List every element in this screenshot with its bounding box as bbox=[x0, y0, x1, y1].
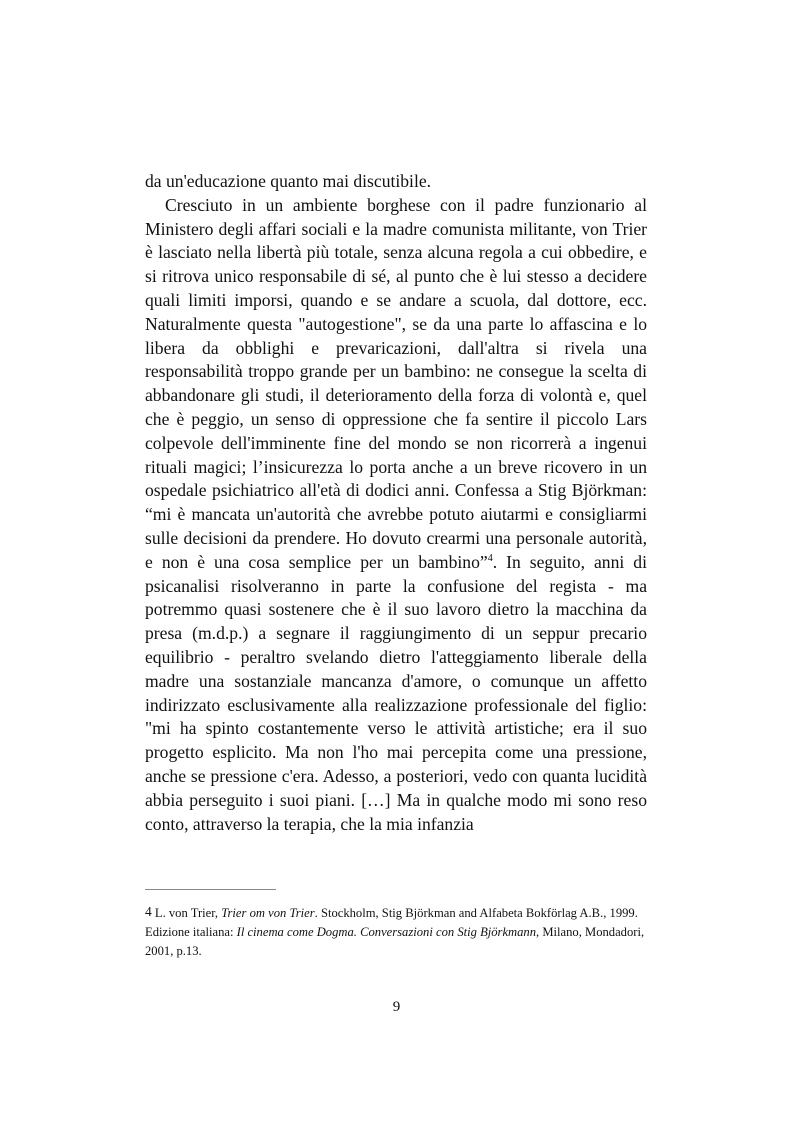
footnote bbox=[145, 902, 650, 961]
page-number: 9 bbox=[392, 999, 401, 1015]
paragraph-text-part-1: Cresciuto in un ambiente borghese con il padre funzionario al Ministero degli affari sociali e la madre comunista militante, von Trier è lasciato nella libertà più totale, senza alcuna regola a cui obbedire, e si ritrova unico responsabile di sé, al punto che è lui stesso a decidere quali limiti imporsi, quando e se andare a scuola, dal dottore, ecc. Naturalmente questa "autogestione", se da una parte lo affascina e lo libera da obblighi e prevaricazioni, dall'altra si rivela una responsabilità troppo grande per un bambino: ne consegue la scelta di abbandonare gli studi, il deterioramento della forza di volontà e, quel che è peggio, un senso di oppressione che fa sentire il piccolo Lars colpevole dell'imminente fine del mondo se non ricorrerà a ingenui rituali magici; l’insicurezza lo porta anche a un breve ricovero in un ospedale psichiatrico all'età di dodici anni. Confessa a Stig Björkman: “mi è mancata un'autorità che avrebbe potuto aiutarmi e consigliarmi sulle decisioni da prendere. Ho dovuto crearmi una personale autorità, e non è una cosa semplice per un bambino” bbox=[145, 194, 647, 572]
footnote-separator bbox=[145, 889, 276, 890]
paragraph-main bbox=[145, 194, 647, 837]
footnote-number: 4 bbox=[145, 904, 152, 919]
footnote-text-1: L. von Trier, bbox=[151, 906, 222, 920]
body-text bbox=[145, 170, 647, 836]
paragraph-continuation: da un'educazione quanto mai discutibile. bbox=[145, 171, 432, 191]
footnote-title-italian: Il cinema come Dogma. Conversazioni con Stig Björkmann bbox=[236, 925, 537, 939]
footnote-title-original: Trier om von Trier bbox=[221, 906, 315, 920]
footnote-reference: 4 bbox=[487, 552, 493, 564]
paragraph-text-part-2: . In seguito, anni di psicanalisi risolveranno in parte la confusione del regista - ma potremmo quasi sostenere che è il suo lavoro dietro la macchina da presa (m.d.p.) a segnare il raggiungimento di un seppur precario equilibrio - peraltro svelando dietro l'atteggiamento liberale della madre una sostanziale mancanza d'amore, o comunque un affetto indirizzato esclusivamente alla realizzazione professionale del figlio: "mi ha spinto costantemente verso le attività artistiche; era il suo progetto esplicito. Ma non l'ho mai percepita come una pressione, anche se pressione c'era. Adesso, a posteriori, vedo con quanta lucidità abbia perseguito i suoi piani. […] Ma in qualche modo mi sono reso conto, attraverso la terapia, che la mia infanzia bbox=[145, 551, 647, 834]
footnote-text-2: . Stockholm, Stig Björkman and Alfabeta Bokförlag A.B., 1999. Edizione italiana: bbox=[145, 906, 638, 939]
footnote-text-3: , Milano, Mondadori, 2001, p.13. bbox=[145, 925, 645, 958]
